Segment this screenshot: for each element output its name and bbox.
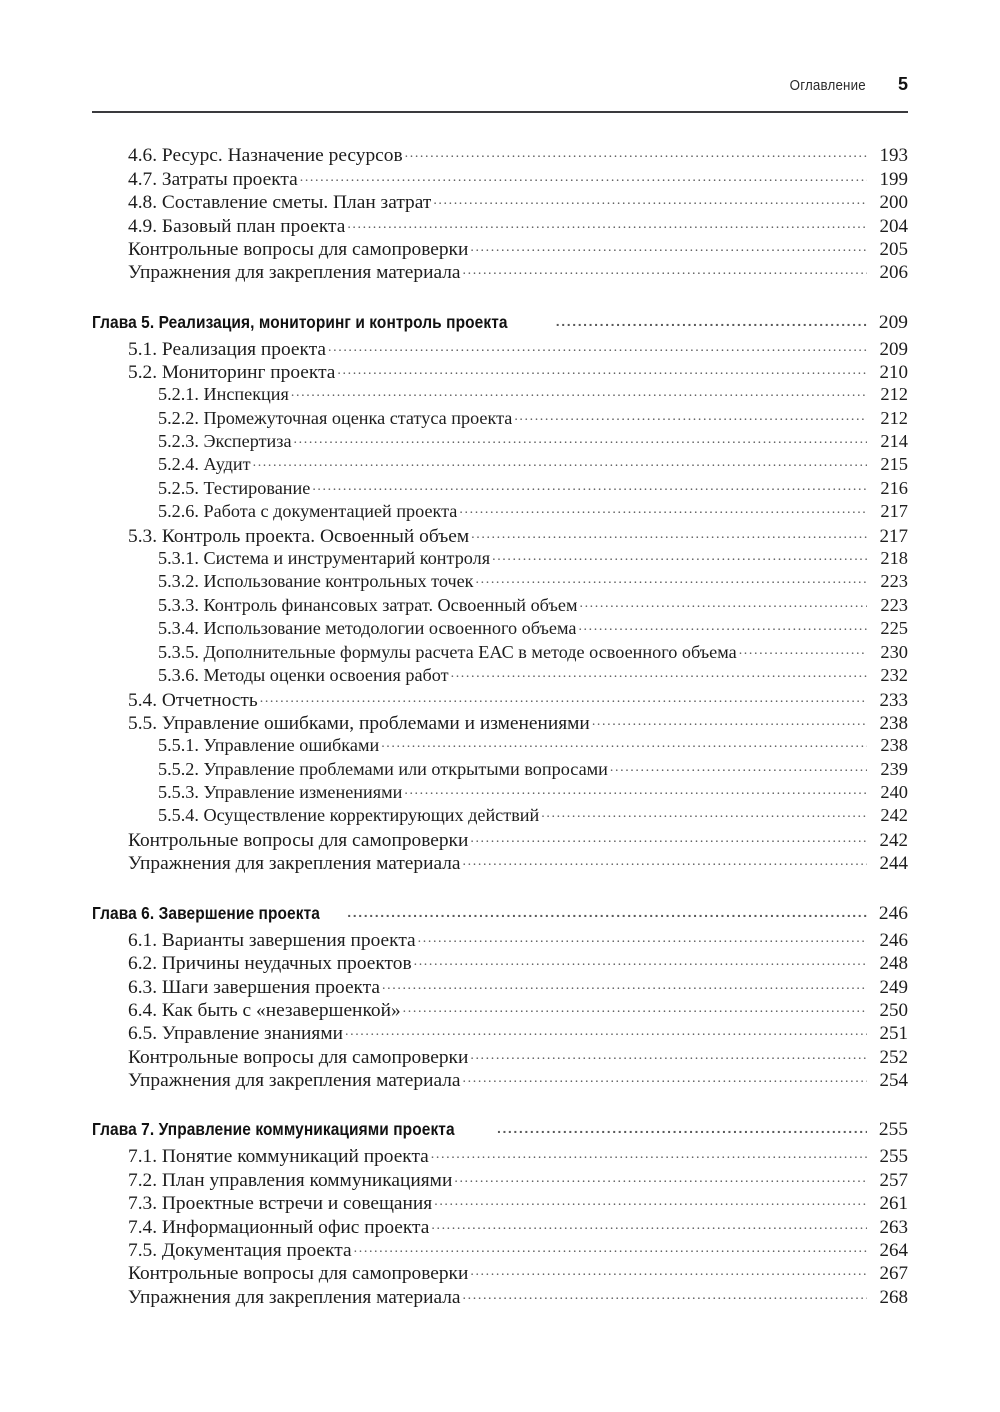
toc-entry-page-number: 206 bbox=[879, 262, 908, 284]
dot-leader bbox=[312, 476, 867, 494]
toc-subentry-row[interactable] bbox=[92, 780, 908, 803]
dot-leader bbox=[328, 335, 867, 354]
table-of-contents bbox=[92, 142, 908, 1307]
toc-entry-label: Упражнения для закрепления материала bbox=[128, 853, 461, 875]
dot-leader bbox=[431, 1143, 867, 1162]
toc-entry-page-number: 225 bbox=[880, 618, 908, 639]
toc-subentry-row[interactable] bbox=[92, 663, 908, 686]
dot-leader bbox=[541, 803, 867, 821]
toc-entry-label: 5.5.2. Управление проблемами или открытыми вопросами bbox=[158, 758, 608, 779]
toc-entry-page-number: 248 bbox=[879, 953, 908, 975]
running-head bbox=[92, 74, 908, 95]
toc-entry-row[interactable] bbox=[92, 212, 908, 235]
toc-entry-page-number: 217 bbox=[880, 501, 908, 522]
toc-entry-row[interactable] bbox=[92, 359, 908, 382]
toc-chapter-row[interactable] bbox=[92, 901, 908, 926]
toc-entry-label: Контрольные вопросы для самопроверки bbox=[128, 238, 469, 260]
dot-leader bbox=[470, 1260, 867, 1279]
dot-leader bbox=[463, 259, 867, 278]
toc-entry-label: 4.9. Базовый план проекта bbox=[128, 215, 346, 237]
toc-entry-row[interactable] bbox=[92, 1190, 908, 1213]
toc-entry-label: 5.3.6. Методы оценки освоения работ bbox=[158, 665, 449, 685]
toc-entry-row[interactable] bbox=[92, 1020, 908, 1043]
toc-entry-label: 5.3.1. Система и инструментарий контроля bbox=[158, 548, 491, 569]
toc-entry-page-number: 233 bbox=[879, 689, 908, 711]
toc-entry-row[interactable] bbox=[92, 827, 908, 850]
toc-subentry-row[interactable] bbox=[92, 593, 908, 616]
dot-leader bbox=[578, 616, 867, 634]
toc-entry-row[interactable] bbox=[92, 1043, 908, 1066]
toc-entry-page-number: 261 bbox=[879, 1193, 908, 1215]
toc-entry-label: 7.5. Документация проекта bbox=[128, 1240, 352, 1262]
dot-leader bbox=[337, 359, 867, 378]
toc-subentry-row[interactable] bbox=[92, 639, 908, 662]
toc-entry-label: 7.2. План управления коммуникациями bbox=[128, 1169, 453, 1191]
toc-entry-page-number: 210 bbox=[879, 362, 908, 384]
toc-entry-page-number: 200 bbox=[879, 192, 908, 214]
dot-leader bbox=[451, 663, 867, 681]
toc-entry-page-number: 255 bbox=[878, 1119, 908, 1141]
toc-entry-page-number: 257 bbox=[879, 1169, 908, 1191]
running-head-title: Оглавление bbox=[789, 78, 866, 94]
toc-entry-label: Глава 5. Реализация, мониторинг и контроль проекта bbox=[92, 311, 508, 332]
toc-entry-page-number: 209 bbox=[879, 338, 908, 360]
dot-leader bbox=[345, 1020, 867, 1039]
toc-subentry-row[interactable] bbox=[92, 616, 908, 639]
dot-leader bbox=[291, 382, 867, 400]
page-number: 5 bbox=[897, 74, 908, 94]
toc-entry-row[interactable] bbox=[92, 1143, 908, 1166]
toc-subentry-row[interactable] bbox=[92, 803, 908, 826]
toc-entry-row[interactable] bbox=[92, 165, 908, 188]
toc-entry-label: 5.5.1. Управление ошибками bbox=[158, 735, 380, 756]
toc-entry-row[interactable] bbox=[92, 710, 908, 733]
dot-leader bbox=[610, 756, 867, 774]
toc-entry-label: 4.6. Ресурс. Назначение ресурсов bbox=[128, 145, 403, 167]
toc-entry-page-number: 199 bbox=[879, 168, 908, 190]
toc-entry-page-number: 217 bbox=[879, 525, 908, 547]
dot-leader bbox=[382, 973, 867, 992]
toc-entry-label: 5.3.2. Использование контрольных точек bbox=[158, 571, 474, 592]
header-rule bbox=[92, 111, 908, 113]
toc-entry-page-number: 246 bbox=[879, 929, 908, 951]
toc-entry-page-number: 239 bbox=[880, 758, 908, 779]
dot-leader bbox=[354, 1237, 867, 1256]
toc-entry-row[interactable] bbox=[92, 926, 908, 949]
toc-entry-page-number: 238 bbox=[880, 735, 908, 756]
toc-entry-page-number: 249 bbox=[879, 976, 908, 998]
toc-entry-row[interactable] bbox=[92, 686, 908, 709]
toc-subentry-row[interactable] bbox=[92, 733, 908, 756]
toc-entry-row[interactable] bbox=[92, 950, 908, 973]
toc-entry-page-number: 216 bbox=[880, 477, 908, 498]
dot-leader bbox=[463, 1283, 867, 1302]
dot-leader bbox=[739, 639, 867, 657]
toc-entry-row[interactable] bbox=[92, 973, 908, 996]
toc-entry-label: 5.2.3. Экспертиза bbox=[158, 431, 292, 452]
toc-entry-label: 7.1. Понятие коммуникаций проекта bbox=[128, 1146, 429, 1168]
dot-leader bbox=[403, 997, 867, 1016]
toc-subentry-row[interactable] bbox=[92, 452, 908, 475]
toc-entry-row[interactable] bbox=[92, 236, 908, 259]
toc-entry-label: Упражнения для закрепления материала bbox=[128, 1070, 461, 1092]
toc-entry-label: 5.5.4. Осуществление корректирующих действий bbox=[158, 805, 540, 826]
toc-entry-label: 5.2.5. Тестирование bbox=[158, 477, 311, 498]
dot-leader bbox=[470, 1043, 867, 1062]
toc-entry-page-number: 215 bbox=[880, 454, 908, 475]
toc-entry-label: 4.7. Затраты проекта bbox=[128, 168, 298, 190]
toc-entry-page-number: 254 bbox=[879, 1070, 908, 1092]
toc-entry-label: 5.2. Мониторинг проекта bbox=[128, 362, 336, 384]
toc-entry-page-number: 252 bbox=[879, 1046, 908, 1068]
toc-entry-label: 7.3. Проектные встречи и совещания bbox=[128, 1193, 433, 1215]
toc-entry-label: Упражнения для закрепления материала bbox=[128, 1286, 461, 1308]
dot-leader bbox=[463, 1067, 867, 1086]
toc-subentry-row[interactable] bbox=[92, 569, 908, 592]
toc-entry-row[interactable] bbox=[92, 335, 908, 358]
toc-entry-row[interactable] bbox=[92, 1213, 908, 1236]
toc-entry-page-number: 205 bbox=[879, 238, 908, 260]
toc-entry-label: 5.3.3. Контроль финансовых затрат. Освоенный объем bbox=[158, 594, 578, 615]
dot-leader bbox=[300, 165, 867, 184]
dot-leader bbox=[260, 686, 867, 705]
toc-entry-row[interactable] bbox=[92, 997, 908, 1020]
toc-entry-label: 5.1. Реализация проекта bbox=[128, 338, 327, 360]
toc-entry-label: 5.2.1. Инспекция bbox=[158, 384, 289, 405]
toc-entry-label: Глава 6. Завершение проекта bbox=[92, 902, 320, 923]
toc-entry-row[interactable] bbox=[92, 1237, 908, 1260]
toc-entry-label: 5.2.4. Аудит bbox=[158, 454, 251, 475]
toc-entry-label: 6.5. Управление знаниями bbox=[128, 1023, 343, 1045]
dot-leader bbox=[454, 1166, 867, 1185]
dot-leader bbox=[514, 406, 867, 424]
toc-entry-row[interactable] bbox=[92, 850, 908, 873]
toc-entry-page-number: 242 bbox=[879, 829, 908, 851]
dot-leader bbox=[414, 950, 867, 969]
toc-entry-label: 6.2. Причины неудачных проектов bbox=[128, 953, 412, 975]
toc-subentry-row[interactable] bbox=[92, 382, 908, 405]
toc-entry-label: Контрольные вопросы для самопроверки bbox=[128, 829, 469, 851]
toc-entry-page-number: 244 bbox=[879, 853, 908, 875]
toc-subentry-row[interactable] bbox=[92, 476, 908, 499]
dot-leader bbox=[418, 926, 867, 945]
toc-entry-label: 6.3. Шаги завершения проекта bbox=[128, 976, 381, 998]
toc-entry-label: Упражнения для закрепления материала bbox=[128, 262, 461, 284]
toc-entry-page-number: 267 bbox=[879, 1263, 908, 1285]
dot-leader bbox=[463, 850, 867, 869]
dot-leader bbox=[470, 236, 867, 255]
toc-entry-page-number: 230 bbox=[880, 641, 908, 662]
toc-entry-page-number: 246 bbox=[878, 902, 908, 924]
toc-entry-page-number: 232 bbox=[880, 665, 908, 685]
dot-leader bbox=[471, 522, 867, 541]
toc-entry-page-number: 193 bbox=[879, 145, 908, 167]
dot-leader bbox=[470, 827, 867, 846]
toc-entry-row[interactable] bbox=[92, 189, 908, 212]
toc-subentry-row[interactable] bbox=[92, 499, 908, 522]
toc-entry-page-number: 204 bbox=[879, 215, 908, 237]
toc-entry-row[interactable] bbox=[92, 1260, 908, 1283]
dot-leader bbox=[434, 1190, 867, 1209]
toc-entry-label: Контрольные вопросы для самопроверки bbox=[128, 1263, 469, 1285]
toc-entry-page-number: 212 bbox=[880, 407, 908, 428]
dot-leader bbox=[492, 546, 867, 564]
toc-entry-label: 6.4. Как быть с «незавершенкой» bbox=[128, 999, 401, 1021]
toc-entry-label: 4.8. Составление сметы. План затрат bbox=[128, 192, 432, 214]
toc-entry-page-number: 240 bbox=[880, 781, 908, 802]
toc-subentry-row[interactable] bbox=[92, 406, 908, 429]
toc-entry-page-number: 250 bbox=[879, 999, 908, 1021]
dot-leader bbox=[347, 212, 867, 231]
dot-leader bbox=[459, 499, 867, 517]
toc-entry-label: 5.2.2. Промежуточная оценка статуса проекта bbox=[158, 407, 513, 428]
toc-entry-page-number: 268 bbox=[879, 1286, 908, 1308]
toc-entry-label: 5.3.4. Использование методологии освоенного объема bbox=[158, 618, 577, 639]
toc-entry-row[interactable] bbox=[92, 1283, 908, 1306]
toc-subentry-row[interactable] bbox=[92, 429, 908, 452]
toc-entry-page-number: 223 bbox=[880, 594, 908, 615]
toc-entry-label: 5.3.5. Дополнительные формулы расчета ЕАС в методе освоенного объема bbox=[158, 641, 737, 662]
toc-subentry-row[interactable] bbox=[92, 756, 908, 779]
dot-leader bbox=[294, 429, 867, 447]
toc-entry-label: 5.4. Отчетность bbox=[128, 689, 258, 711]
dot-leader bbox=[431, 1213, 867, 1232]
dot-leader bbox=[556, 310, 867, 327]
toc-entry-label: 5.3. Контроль проекта. Освоенный объем bbox=[128, 525, 470, 547]
dot-leader bbox=[404, 780, 867, 798]
dot-leader bbox=[592, 710, 867, 729]
dot-leader bbox=[497, 1118, 867, 1135]
toc-entry-label: 5.2.6. Работа с документацией проекта bbox=[158, 501, 458, 522]
toc-entry-page-number: 263 bbox=[879, 1216, 908, 1238]
toc-entry-page-number: 218 bbox=[880, 548, 908, 569]
toc-entry-row[interactable] bbox=[92, 1166, 908, 1189]
toc-entry-page-number: 223 bbox=[880, 571, 908, 592]
toc-subentry-row[interactable] bbox=[92, 546, 908, 569]
toc-entry-label: Контрольные вопросы для самопроверки bbox=[128, 1046, 469, 1068]
toc-entry-row[interactable] bbox=[92, 142, 908, 165]
toc-entry-row[interactable] bbox=[92, 522, 908, 545]
toc-entry-row[interactable] bbox=[92, 259, 908, 282]
dot-leader bbox=[476, 569, 867, 587]
toc-entry-page-number: 212 bbox=[880, 384, 908, 405]
toc-entry-label: 5.5.3. Управление изменениями bbox=[158, 781, 403, 802]
toc-entry-page-number: 251 bbox=[879, 1023, 908, 1045]
toc-entry-row[interactable] bbox=[92, 1067, 908, 1090]
toc-entry-page-number: 255 bbox=[879, 1146, 908, 1168]
toc-chapter-row[interactable] bbox=[92, 310, 908, 335]
toc-entry-page-number: 214 bbox=[880, 431, 908, 452]
toc-entry-page-number: 238 bbox=[879, 712, 908, 734]
dot-leader bbox=[579, 593, 867, 611]
toc-entry-label: 6.1. Варианты завершения проекта bbox=[128, 929, 416, 951]
toc-chapter-row[interactable] bbox=[92, 1118, 908, 1143]
dot-leader bbox=[253, 452, 867, 470]
toc-entry-label: 7.4. Информационный офис проекта bbox=[128, 1216, 430, 1238]
dot-leader bbox=[405, 142, 867, 161]
toc-entry-page-number: 242 bbox=[880, 805, 908, 826]
dot-leader bbox=[433, 189, 867, 208]
toc-entry-label: 5.5. Управление ошибками, проблемами и изменениями bbox=[128, 712, 590, 734]
toc-entry-page-number: 264 bbox=[879, 1240, 908, 1262]
dot-leader bbox=[347, 901, 867, 918]
toc-entry-label: Глава 7. Управление коммуникациями проекта bbox=[92, 1119, 455, 1140]
dot-leader bbox=[381, 733, 867, 751]
toc-entry-page-number: 209 bbox=[878, 311, 908, 333]
